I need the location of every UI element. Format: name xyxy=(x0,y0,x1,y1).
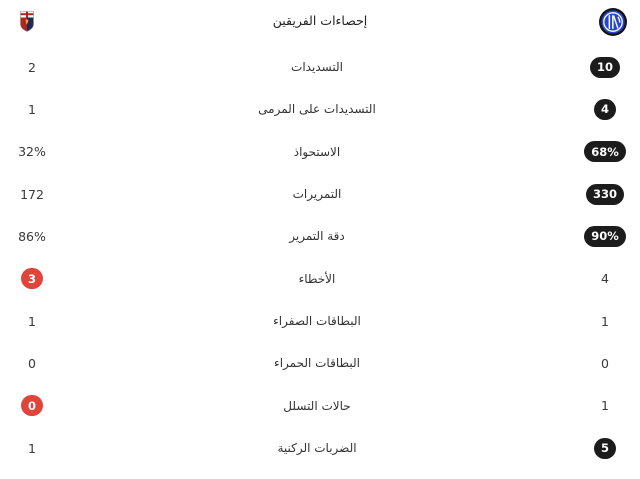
right-value-cell xyxy=(570,398,640,413)
right-value: 1 xyxy=(601,313,609,329)
left-value-cell xyxy=(0,60,64,75)
stat-label: الاستحواذ xyxy=(293,144,341,159)
right-value-cell xyxy=(570,226,640,247)
stat-row-passes xyxy=(0,173,640,215)
stat-row-shots xyxy=(0,46,640,88)
right-value: 90% xyxy=(584,226,626,247)
right-value: 1 xyxy=(601,398,609,414)
stat-label: البطاقات الصفراء xyxy=(273,314,361,329)
left-value-cell xyxy=(0,268,64,289)
left-value: 1 xyxy=(28,440,36,456)
left-value-cell xyxy=(0,395,64,416)
right-value: 5 xyxy=(594,438,616,459)
stat-row-pass-accuracy xyxy=(0,215,640,257)
left-value-cell xyxy=(0,102,64,117)
left-value: 2 xyxy=(28,59,36,75)
right-value: 68% xyxy=(584,141,626,162)
left-value: 86% xyxy=(18,228,46,244)
left-value-cell xyxy=(0,229,64,244)
stat-row-fouls xyxy=(0,258,640,300)
stats-title: إحصاءات الفريقين xyxy=(272,13,368,28)
right-value: 4 xyxy=(601,271,609,287)
left-value: 3 xyxy=(21,268,43,289)
stats-header xyxy=(0,0,640,46)
right-value-cell xyxy=(570,314,640,329)
left-value: 1 xyxy=(28,313,36,329)
left-value: 172 xyxy=(20,186,44,202)
stat-label: البطاقات الحمراء xyxy=(274,356,360,371)
right-value-cell xyxy=(570,184,640,205)
right-value: 4 xyxy=(594,99,616,120)
left-value: 32% xyxy=(18,144,46,160)
left-value-cell xyxy=(0,144,64,159)
stat-row-shots-on-target xyxy=(0,88,640,130)
stat-label: الضربات الركنية xyxy=(277,441,357,456)
stat-label: التمريرات xyxy=(292,187,342,202)
left-value: 1 xyxy=(28,101,36,117)
left-value-cell xyxy=(0,441,64,456)
left-value: 0 xyxy=(21,395,43,416)
right-value-cell xyxy=(570,141,640,162)
stats-rows xyxy=(0,46,640,469)
right-value-cell xyxy=(570,356,640,371)
left-value: 0 xyxy=(28,355,36,371)
right-value-cell xyxy=(570,99,640,120)
inter-milan-crest-icon[interactable] xyxy=(599,8,627,36)
right-value: 330 xyxy=(586,184,624,205)
stat-label: الأخطاء xyxy=(298,271,336,286)
stat-label: التسديدات xyxy=(291,60,343,75)
stat-label: دقة التمرير xyxy=(289,229,345,244)
right-value-cell xyxy=(570,57,640,78)
stat-label: حالات التسلل xyxy=(283,398,351,413)
stat-row-yellow-cards xyxy=(0,300,640,342)
left-value-cell xyxy=(0,187,64,202)
stat-row-possession xyxy=(0,131,640,173)
right-value: 10 xyxy=(590,57,620,78)
stat-row-red-cards xyxy=(0,342,640,384)
left-value-cell xyxy=(0,356,64,371)
right-value-cell xyxy=(570,438,640,459)
left-value-cell xyxy=(0,314,64,329)
stat-label: التسديدات على المرمى xyxy=(258,102,376,117)
right-value: 0 xyxy=(601,355,609,371)
stat-row-corners xyxy=(0,427,640,469)
stat-row-offsides xyxy=(0,385,640,427)
right-value-cell xyxy=(570,271,640,286)
